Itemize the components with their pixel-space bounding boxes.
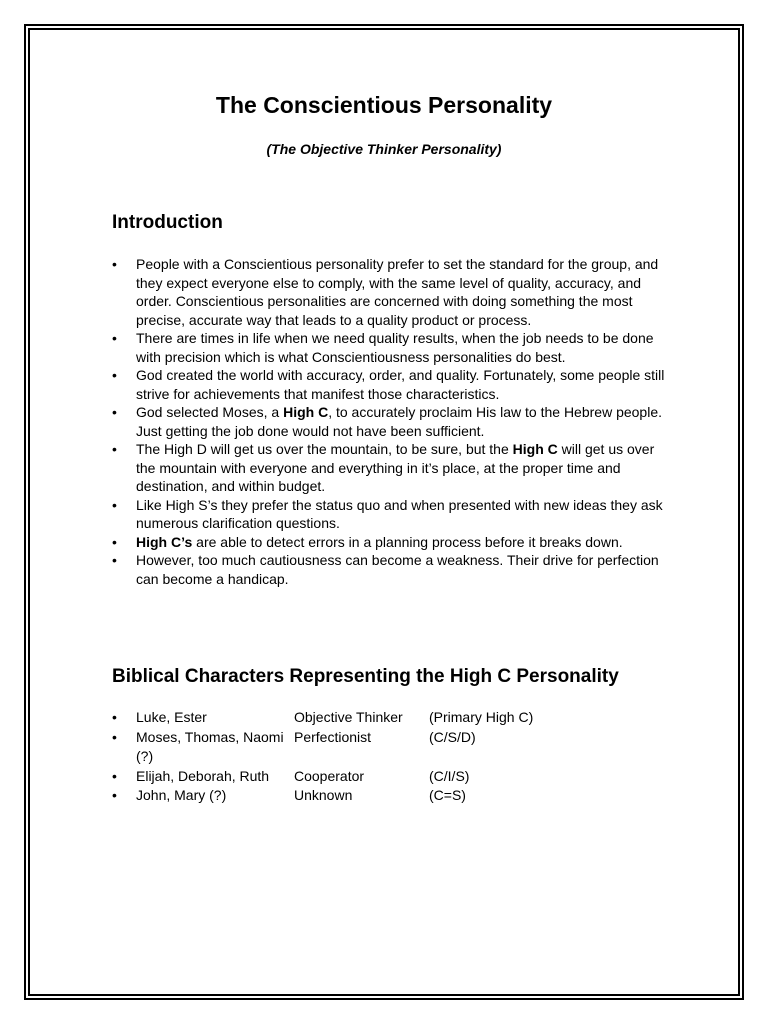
- bullet-icon: •: [112, 367, 117, 383]
- personality-type: Unknown: [294, 787, 353, 803]
- bullet-icon: •: [112, 787, 117, 803]
- page-title: The Conscientious Personality: [215, 92, 553, 118]
- personality-code: (Primary High C): [429, 709, 534, 725]
- bullet-icon: •: [112, 533, 117, 550]
- bullet-icon: •: [112, 441, 117, 457]
- bold-text: High C: [283, 404, 329, 420]
- character-row: [112, 708, 672, 728]
- character-names: Luke, Ester: [136, 709, 207, 725]
- bullet-icon: •: [112, 330, 117, 346]
- introduction-list: [112, 255, 672, 588]
- list-item-text: God created the world with accuracy, order, and quality. Fortunately, some people still strive for achievements that manifest those characteristics.: [136, 367, 665, 402]
- character-row: [112, 767, 672, 787]
- biblical-characters-list: [112, 708, 672, 806]
- list-item: [112, 551, 672, 588]
- biblical-characters-heading: Biblical Characters Representing the High C Personality: [112, 666, 619, 687]
- character-row: [112, 786, 672, 806]
- personality-type: Objective Thinker: [294, 709, 403, 725]
- list-item-text: Like High S’s they prefer the status quo and when presented with new ideas they ask numerous clarification questions.: [136, 496, 663, 531]
- personality-code: (C=S): [429, 787, 466, 803]
- list-item-text: People with a Conscientious personality prefer to set the standard for the group, and they expect everyone else to comply, with the same level of quality, accuracy, and order. Conscientious personalities are concerned with doing something the most precise, accurate way that leads to a quality product or process.: [136, 256, 659, 328]
- list-item: [112, 533, 672, 552]
- bold-text: High C’s: [136, 533, 193, 550]
- list-item-text: will get us over the mountain with everyone and everything in it’s place, at the proper time and destination, and within budget.: [136, 441, 655, 494]
- list-item-text: , to accurately proclaim His law to the Hebrew people. Just getting the job done would not have been sufficient.: [136, 404, 663, 439]
- list-item-text: The High D will get us over the mountain, to be sure, but the: [136, 441, 513, 457]
- introduction-heading: Introduction: [112, 212, 223, 233]
- list-item: [112, 403, 672, 440]
- character-row: [112, 728, 672, 767]
- personality-code: (C/S/D): [429, 728, 476, 745]
- list-item: [112, 440, 672, 496]
- list-item-text: God selected Moses, a: [136, 404, 284, 420]
- bullet-icon: •: [112, 552, 117, 568]
- character-names: Elijah, Deborah, Ruth: [136, 767, 270, 784]
- bullet-icon: •: [112, 709, 117, 725]
- bullet-icon: •: [112, 767, 117, 784]
- list-item-text: There are times in life when we need quality results, when the job needs to be done with precision which is what Conscientiousness personalities do best.: [136, 330, 654, 365]
- list-item-text: However, too much cautiousness can become a weakness. Their drive for perfection can become a handicap.: [136, 552, 659, 587]
- personality-code: (C/I/S): [429, 767, 470, 784]
- character-names: Moses, Thomas, Naomi (?): [136, 728, 284, 764]
- list-item-text: are able to detect errors in a planning process before it breaks down.: [192, 533, 623, 550]
- personality-type: Perfectionist: [294, 728, 372, 745]
- bullet-icon: •: [112, 404, 117, 420]
- list-item: [112, 329, 672, 366]
- bullet-icon: •: [112, 496, 117, 513]
- list-item: [112, 255, 672, 329]
- list-item: [112, 366, 672, 403]
- list-item: [112, 496, 672, 533]
- bold-text: High C: [512, 441, 558, 457]
- character-names: John, Mary (?): [136, 787, 227, 803]
- bullet-icon: •: [112, 728, 117, 745]
- personality-type: Cooperator: [294, 767, 365, 784]
- bullet-icon: •: [112, 256, 117, 272]
- page-subtitle: (The Objective Thinker Personality): [266, 141, 502, 157]
